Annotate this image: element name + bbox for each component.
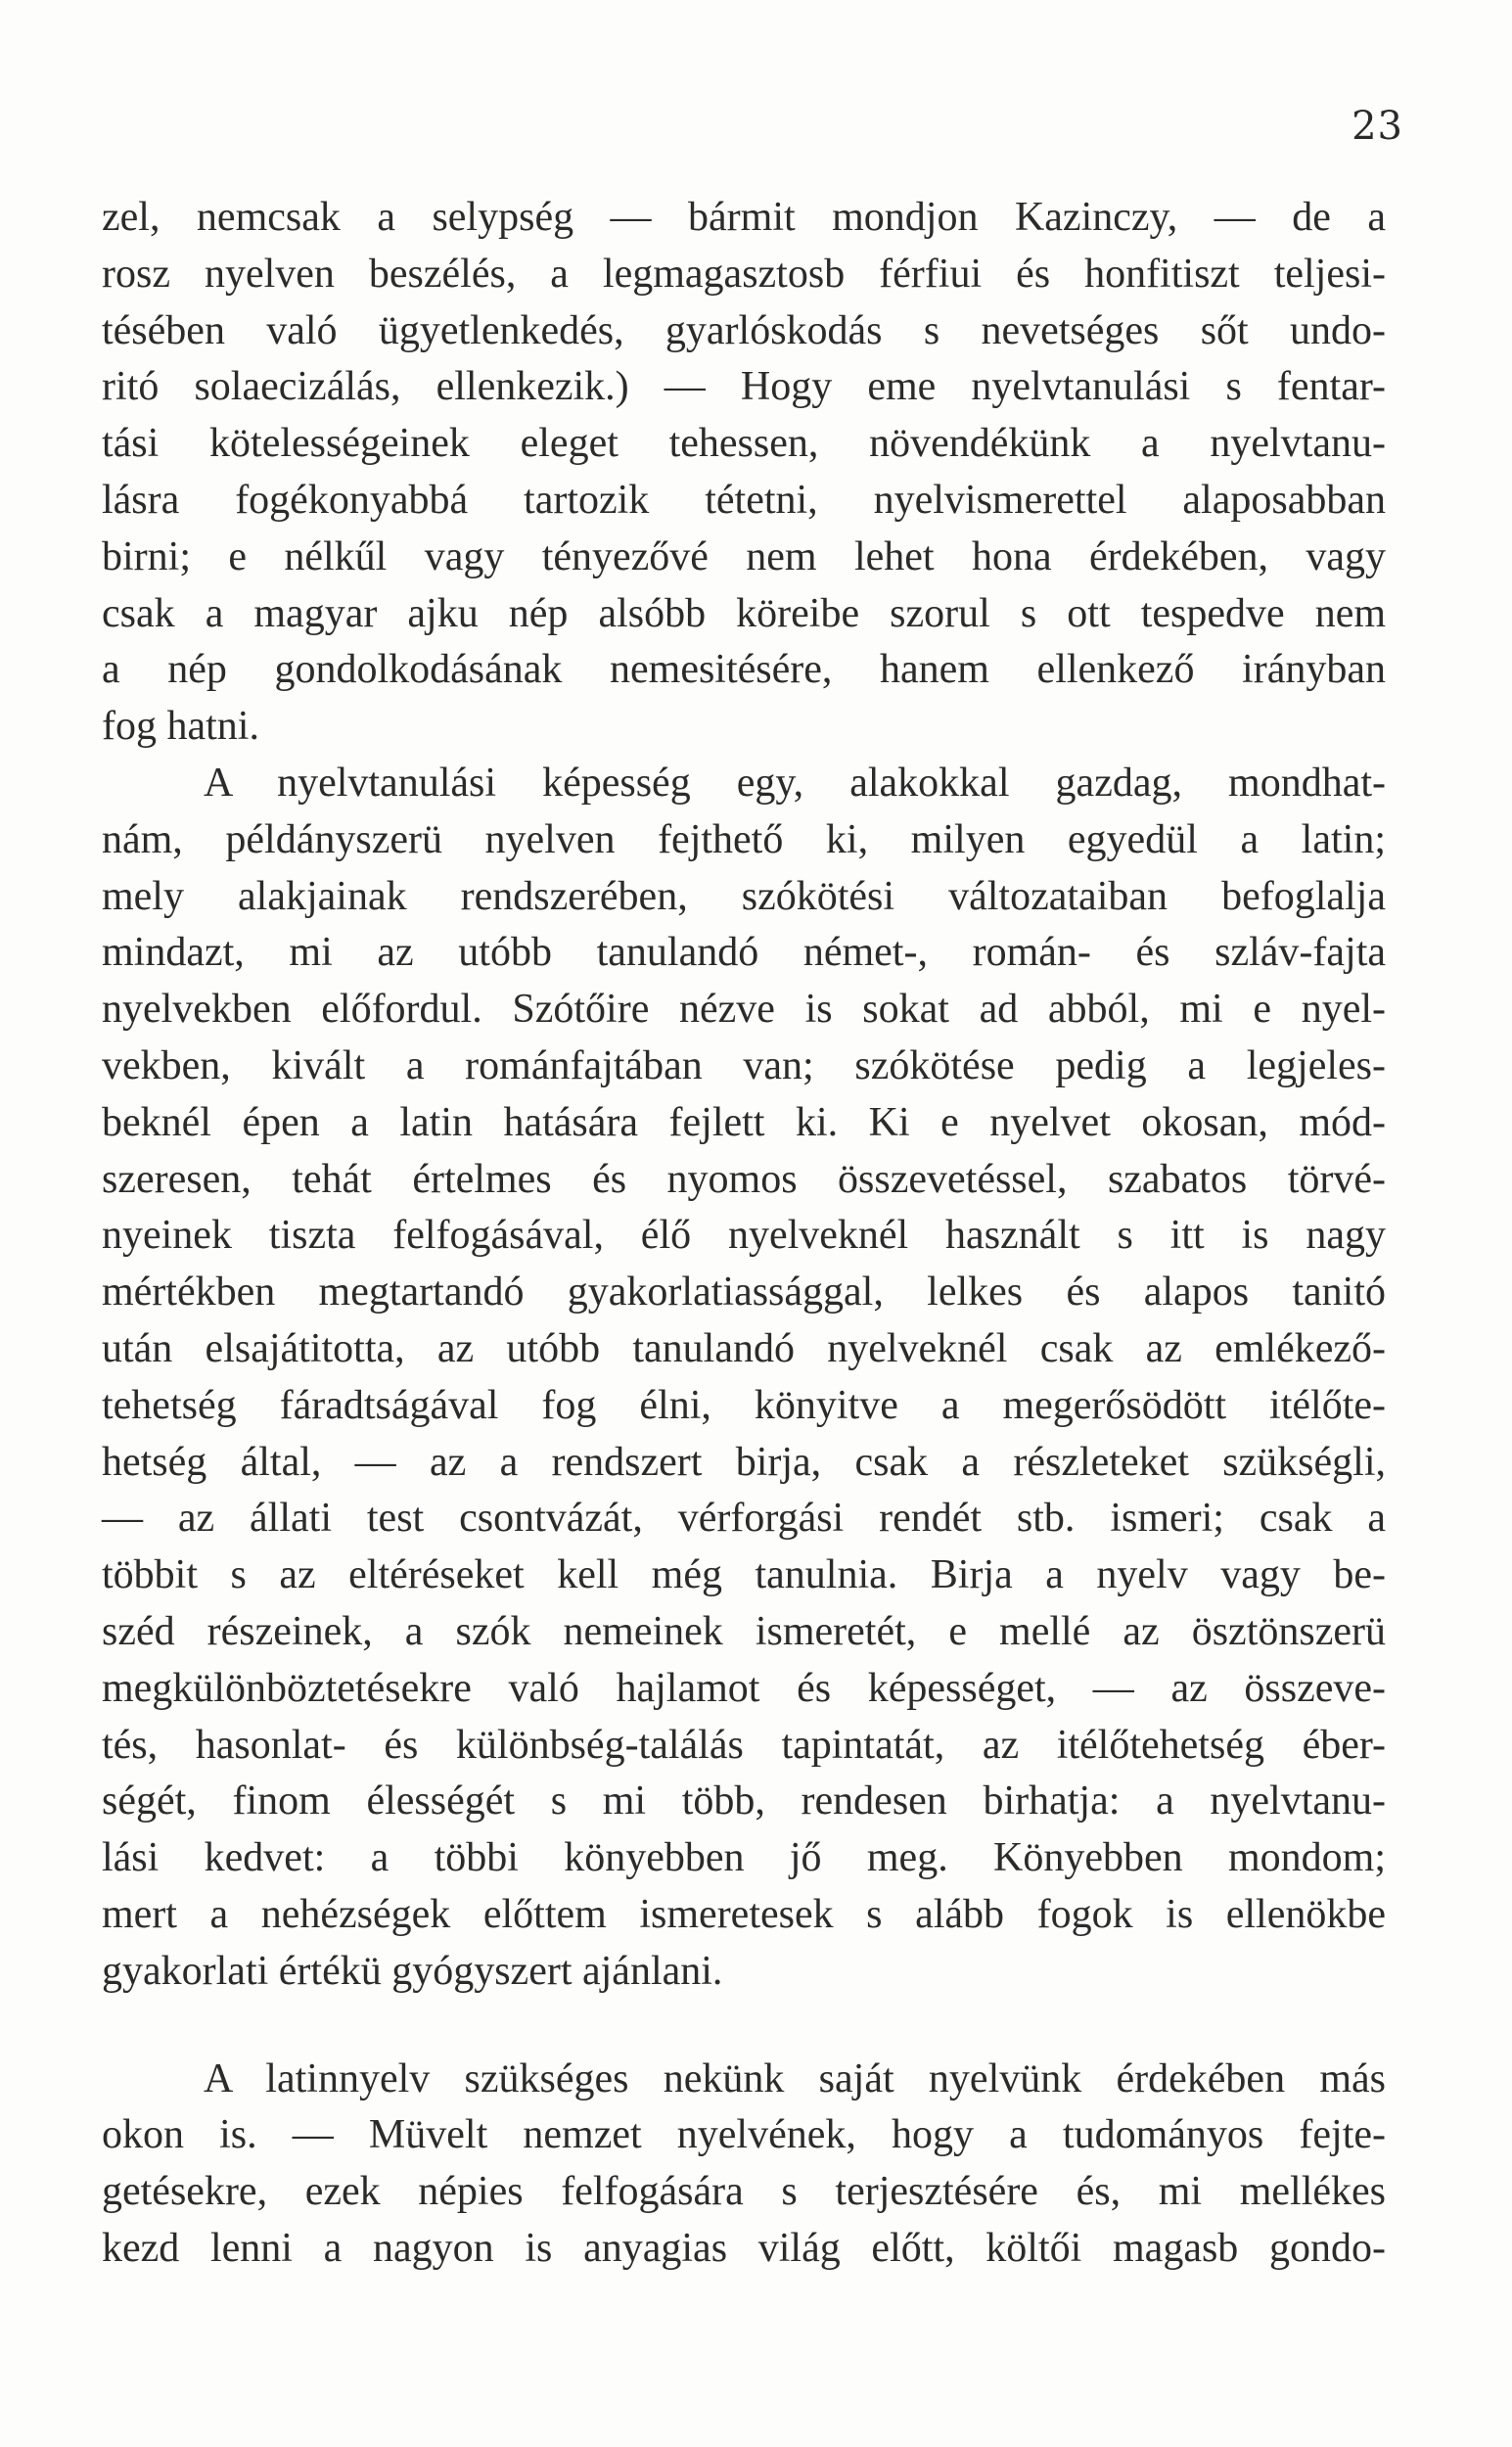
text-line: gyakorlati értékü gyógyszert ajánlani. [102,1948,723,1994]
text-line: csak a magyar ajku nép alsóbb köreibe szorul s ott tespedve nem [102,590,1386,636]
text-line: tésében való ügyetlenkedés, gyarlóskodás s nevetséges sőt undo- [102,307,1386,353]
text-line: nyelvekben előfordul. Szótőire nézve is sokat ad abból, mi e nyel- [102,987,1386,1033]
text-line: hetség által, — az a rendszert birja, csak a részleteket szükségli, [102,1439,1386,1485]
text-line: mely alakjainak rendszerében, szókötési változataiban befoglalja [102,873,1386,919]
text-line: többit s az eltéréseket kell még tanulnia. Birja a nyelv vagy be- [102,1552,1386,1598]
text-line: mindazt, mi az utóbb tanulandó német-, román- és szláv-fajta [102,930,1386,976]
text-line: A latinnyelv szükséges nekünk saját nyelvünk érdekében más [204,2055,1386,2101]
text-line: tehetség fáradtságával fog élni, könyitve a megerősödött itélőte- [102,1382,1386,1428]
page-number: 23 [1352,104,1403,149]
text-line: vekben, kivált a románfajtában van; szókötése pedig a legjeles- [102,1042,1386,1088]
text-line: birni; e nélkűl vagy tényezővé nem lehet hona érdekében, vagy [102,533,1386,579]
text-line: széd részeinek, a szók nemeinek ismeretét, e mellé az ösztönszerü [102,1608,1386,1654]
text-line: nám, példányszerü nyelven fejthető ki, milyen egyedül a latin; [102,816,1386,862]
text-line: okon is. — Müvelt nemzet nyelvének, hogy a tudományos fejte- [102,2112,1386,2158]
text-line: zel, nemcsak a selypség — bármit mondjon Kazinczy, — de a [102,195,1386,240]
text-line: nyeinek tiszta felfogásával, élő nyelveknél használt s itt is nagy [102,1213,1386,1259]
text-line: a nép gondolkodásának nemesitésére, hanem ellenkező irányban [102,647,1386,693]
text-line: ségét, finom élességét s mi több, rendesen birhatja: a nyelvtanu- [102,1778,1386,1824]
text-line: ritó solaecizálás, ellenkezik.) — Hogy eme nyelvtanulási s fentar- [102,364,1386,410]
text-line: beknél épen a latin hatására fejlett ki. Ki e nyelvet okosan, mód- [102,1099,1386,1145]
text-line: után elsajátitotta, az utóbb tanulandó nyelveknél csak az emlékező- [102,1325,1386,1371]
text-line: rosz nyelven beszélés, a legmagasztosb férfiui és honfitiszt teljesi- [102,251,1386,297]
text-line: — az állati test csontvázát, vérforgási rendét stb. ismeri; csak a [102,1496,1386,1542]
text-line: lási kedvet: a többi könyebben jő meg. Könyebben mondom; [102,1835,1386,1881]
text-line: fog hatni. [102,704,259,750]
text-line: szeresen, tehát értelmes és nyomos összevetéssel, szabatos törvé- [102,1156,1386,1202]
text-line: mértékben megtartandó gyakorlatiassággal, lelkes és alapos tanitó [102,1270,1386,1316]
text-line: lásra fogékonyabbá tartozik tétetni, nyelvismerettel alaposabban [102,477,1386,523]
text-line: getésekre, ezek népies felfogására s terjesztésére és, mi mellékes [102,2169,1386,2215]
text-line: kezd lenni a nagyon is anyagias világ előtt, költői magasb gondo- [102,2225,1386,2271]
body-text [102,190,1386,2278]
text-line: megkülönböztetésekre való hajlamot és képességet, — az összeve- [102,1665,1386,1711]
text-line: tási kötelességeinek eleget tehessen, növendékünk a nyelvtanu- [102,421,1386,467]
text-line: mert a nehézségek előttem ismeretesek s alább fogok is ellenökbe [102,1891,1386,1937]
text-line: A nyelvtanulási képesség egy, alakokkal gazdag, mondhat- [204,760,1386,806]
text-line: tés, hasonlat- és különbség-találás tapintatát, az itélőtehetség éber- [102,1722,1386,1768]
